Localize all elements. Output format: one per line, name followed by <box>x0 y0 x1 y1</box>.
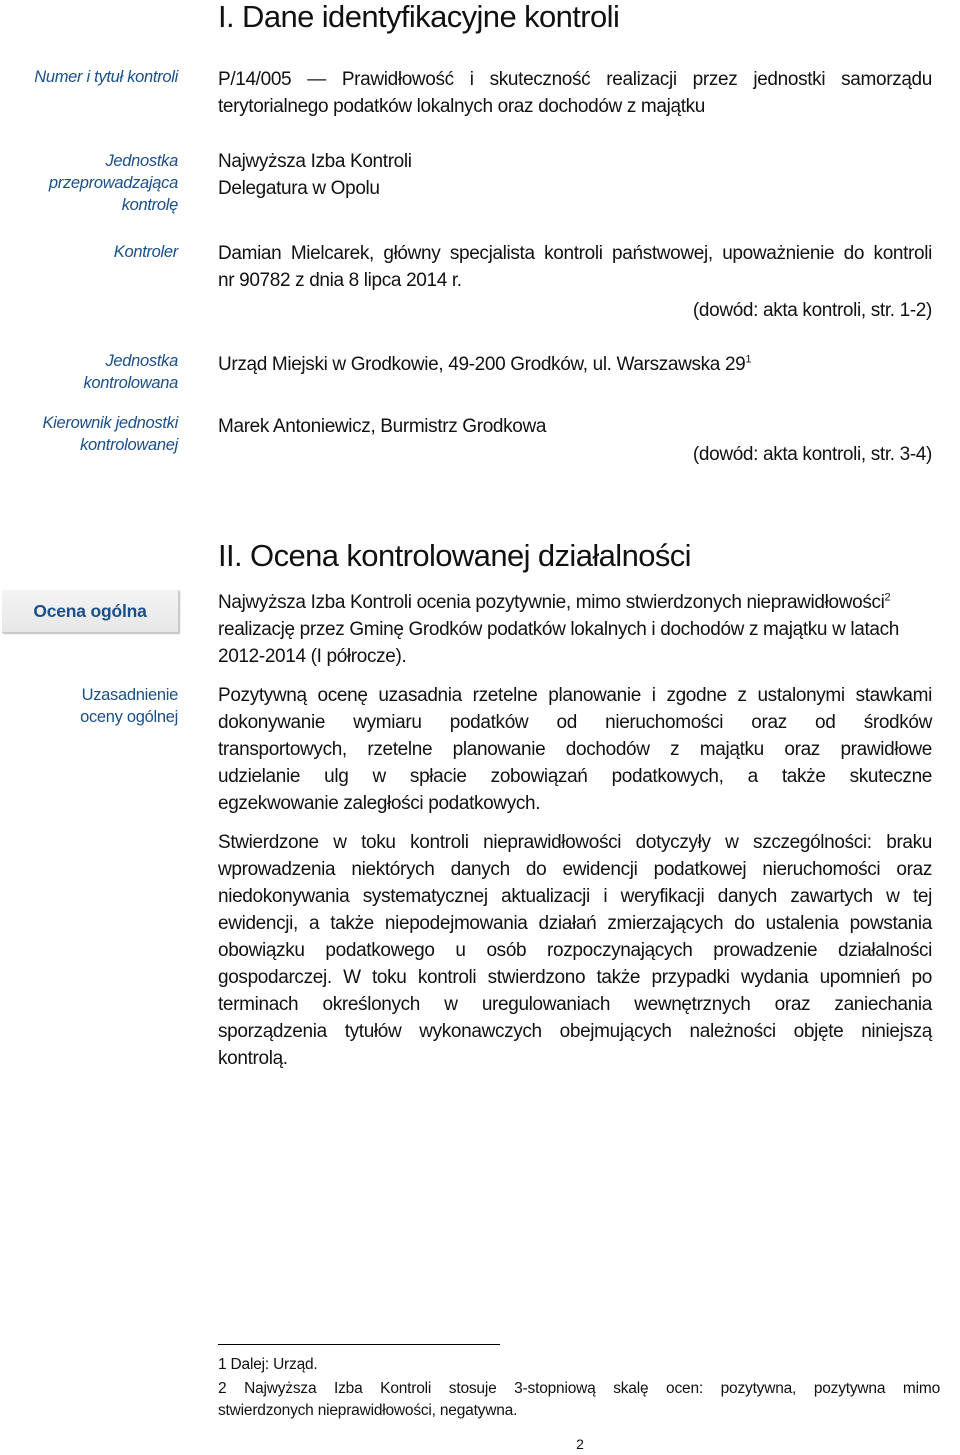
uzasadnienie-p3-line: niedokonywania systematycznej aktualizacji i weryfikacji danych zawartych w tej <box>218 886 932 907</box>
sidebar-label-uzasadnienie <box>0 684 178 728</box>
sidebar-label-line: Uzasadnienie <box>81 686 178 704</box>
footnote-separator <box>218 1344 500 1345</box>
uzasadnienie-p2-line: transportowych, rzetelne planowanie dochodów z majątku oraz prawidłowe <box>218 739 932 760</box>
uzasadnienie-p2-line: dokonywanie wymiaru podatków od nieruchomości oraz od środków <box>218 712 932 733</box>
uzasadnienie-p2-line: egzekwowanie zaległości podatkowych. <box>218 793 541 814</box>
evidence-reference-1: (dowód: akta kontroli, str. 1-2) <box>692 300 932 321</box>
footnote-1 <box>218 1354 940 1376</box>
ocena-paragraph-line-2: realizację przez Gminę Grodków podatków lokalnych i dochodów z majątku w latach <box>218 619 899 640</box>
footnote-1-number: 1 <box>218 1356 227 1373</box>
uzasadnienie-p3-line: wprowadzenia niektórych danych do ewidencji podatkowej nieruchomości oraz <box>218 859 932 880</box>
section-2-heading: II. Ocena kontrolowanej działalności <box>218 538 691 573</box>
page-number: 2 <box>576 1436 584 1452</box>
sidebar-label-jednostka-przeprowadzajaca <box>0 150 178 216</box>
uzasadnienie-p3-line: Stwierdzone w toku kontroli nieprawidłowości dotyczyły w szczególności: braku <box>218 832 932 853</box>
sidebar-label-line: kontrolę <box>121 196 178 214</box>
sidebar-label-line: oceny ogólnej <box>80 708 178 726</box>
numer-line-1: P/14/005 — Prawidłowość i skuteczność realizacji przez jednostki samorządu <box>218 69 932 90</box>
kontroler-line-2: nr 90782 z dnia 8 lipca 2014 r. <box>218 270 462 291</box>
jednostka-przeprowadzajaca-line-1: Najwyższa Izba Kontroli <box>218 151 412 172</box>
ocena-paragraph-text: Najwyższa Izba Kontroli ocenia pozytywnie, mimo stwierdzonych nieprawidłowości <box>218 592 885 613</box>
footnote-2-number: 2 <box>218 1380 227 1397</box>
jednostka-przeprowadzajaca-line-2: Delegatura w Opolu <box>218 178 380 199</box>
ocena-ogolna-label: Ocena ogólna <box>33 600 147 621</box>
ocena-paragraph-line-1 <box>218 589 932 617</box>
sidebar-label-line: Jednostka <box>105 352 178 370</box>
jednostka-kontrolowana-value <box>218 351 932 379</box>
footnote-ref-2[interactable]: 2 <box>884 591 891 604</box>
jednostka-kontrolowana-text: Urząd Miejski w Grodkowie, 49-200 Grodków, ul. Warszawska 29 <box>218 354 746 375</box>
kontroler-line-1: Damian Mielcarek, główny specjalista kontroli państwowej, upoważnienie do kontroli <box>218 243 932 264</box>
uzasadnienie-p2-line: udzielanie ulg w spłacie zobowiązań podatkowych, a także skuteczne <box>218 766 932 787</box>
numer-line-2: terytorialnego podatków lokalnych oraz dochodów z majątku <box>218 96 706 117</box>
sidebar-label-line: kontrolowanej <box>80 436 178 454</box>
uzasadnienie-p3-line: kontrolą. <box>218 1048 288 1069</box>
sidebar-label-kierownik <box>0 412 178 456</box>
sidebar-label-kontroler: Kontroler <box>113 243 178 261</box>
uzasadnienie-p2-line: Pozytywną ocenę uzasadnia rzetelne planowanie i zgodne z ustalonymi stawkami <box>218 685 932 706</box>
sidebar-label-jednostka-kontrolowana <box>0 350 178 394</box>
footnote-2-line-2: stwierdzonych nieprawidłowości, negatywna. <box>218 1402 518 1419</box>
evidence-reference-2: (dowód: akta kontroli, str. 3-4) <box>692 444 932 465</box>
uzasadnienie-p3-line: gospodarczej. W toku kontroli stwierdzono także przypadki wydania upomnień po <box>218 967 932 988</box>
sidebar-label-numer: Numer i tytuł kontroli <box>34 68 178 86</box>
uzasadnienie-p3-line: ewidencji, a także niepodejmowania działań zmierzających do ustalenia powstania <box>218 913 932 934</box>
footnote-2-line-1 <box>218 1378 940 1400</box>
uzasadnienie-p3-line: obowiązku podatkowego u osób rozpoczynających prowadzenie działalności <box>218 940 932 961</box>
ocena-paragraph-line-3: 2012-2014 (I półrocze). <box>218 646 407 667</box>
footnote-1-text: Dalej: Urząd. <box>230 1356 318 1373</box>
sidebar-label-line: Kierownik jednostki <box>42 414 178 432</box>
uzasadnienie-p3-line: sporządzenia tytułów wykonawczych obejmujących należności objęte niniejszą <box>218 1021 932 1042</box>
sidebar-label-line: przeprowadzająca <box>48 174 178 192</box>
footnote-ref-1[interactable]: 1 <box>745 353 752 366</box>
kierownik-value: Marek Antoniewicz, Burmistrz Grodkowa <box>218 416 547 437</box>
section-1-heading: I. Dane identyfikacyjne kontroli <box>218 0 620 34</box>
uzasadnienie-p3-line: terminach określonych w uregulowaniach wewnętrznych oraz zaniechania <box>218 994 932 1015</box>
footnote-2-text: Najwyższa Izba Kontroli stosuje 3-stopniową skalę ocen: pozytywna, pozytywna mimo <box>244 1380 940 1397</box>
sidebar-label-line: Jednostka <box>105 152 178 170</box>
ocena-ogolna-box <box>2 590 179 633</box>
sidebar-label-line: kontrolowana <box>83 374 178 392</box>
